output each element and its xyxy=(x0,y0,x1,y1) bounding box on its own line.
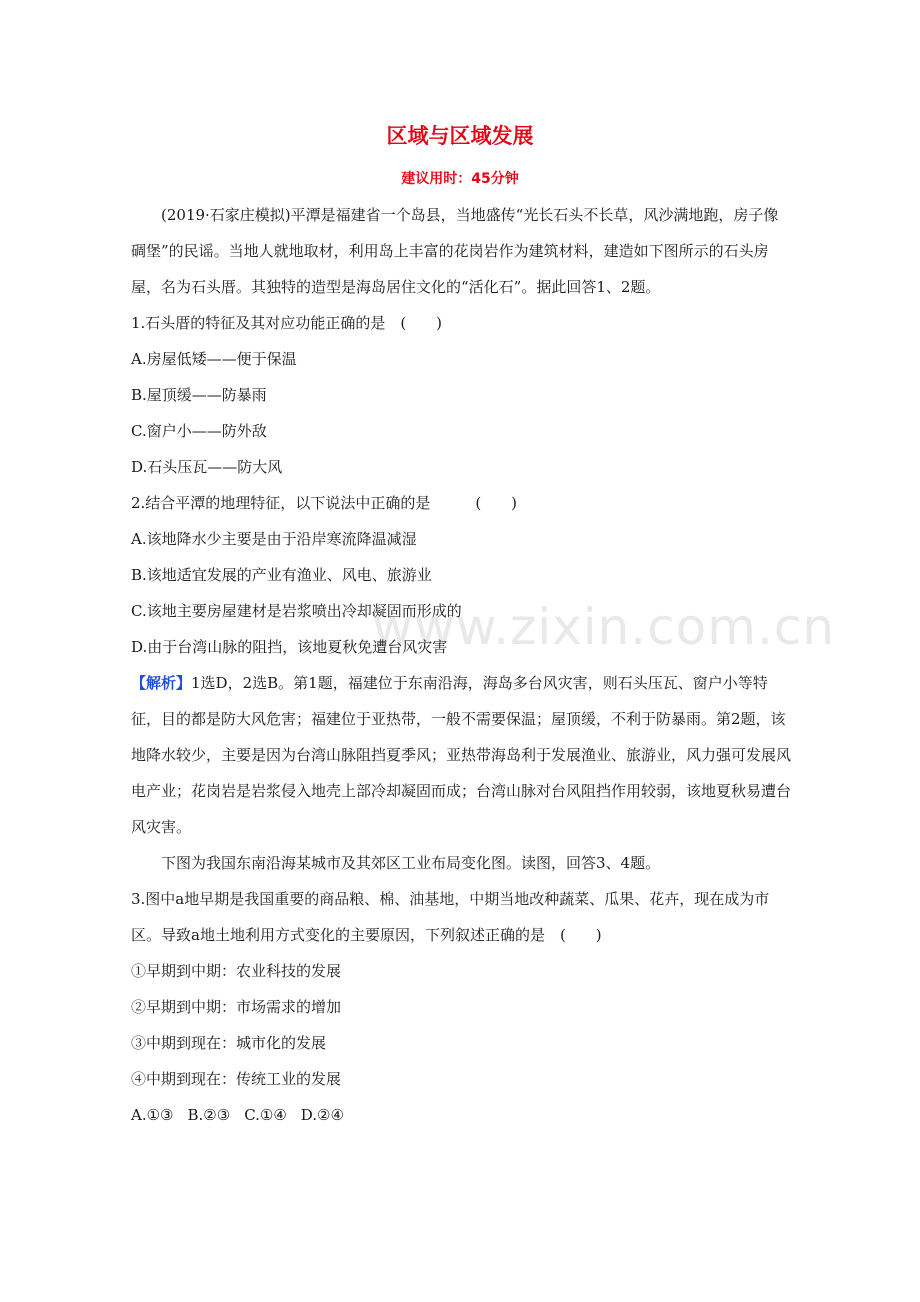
question-3-item-3: ③中期到现在：城市化的发展 xyxy=(131,1034,327,1052)
question-3-choice-d: D.②④ xyxy=(300,1106,344,1124)
question-3-choice-a: A.①③ xyxy=(131,1106,174,1124)
question-3-stem: 3.图中a地早期是我国重要的商品粮、棉、油基地，中期当地改种蔬菜、瓜果、花卉，现在成为市区。导致a地土地利用方式变化的主要原因，下列叙述正确的是 ( ) xyxy=(131,890,770,944)
watermark: www.zixin.com.cn xyxy=(372,598,836,656)
document-body xyxy=(131,197,791,1133)
analysis-label: 【解析】 xyxy=(131,674,192,692)
question-1-stem: 1.石头厝的特征及其对应功能正确的是 ( ) xyxy=(131,314,443,332)
question-3-choices xyxy=(131,1097,791,1133)
question-2-option-a: A.该地降水少主要是由于沿岸寒流降温减湿 xyxy=(131,530,417,548)
analysis-text: 1选D，2选B。第1题，福建位于东南沿海，海岛多台风灾害，则石头压瓦、窗户小等特征，目的都是防大风危害；福建位于亚热带，一般不需要保温；屋顶缓，不利于防暴雨。第2题，该地降水较少，主要是因为台湾山脉阻挡夏季风；亚热带海岛利于发展渔业、旅游业，风力强可发展风电产业；花岗岩是岩浆侵入地壳上部冷却凝固而成；台湾山脉对台风阻挡作用较弱，该地夏秋易遭台风灾害。 xyxy=(131,674,792,836)
question-1-option-d: D.石头压瓦——防大风 xyxy=(131,458,283,476)
question-3-item-2: ②早期到中期：市场需求的增加 xyxy=(131,998,342,1016)
question-2-stem: 2.结合平潭的地理特征，以下说法中正确的是 ( ) xyxy=(131,494,518,512)
question-3-choice-b: B.②③ xyxy=(187,1106,231,1124)
question-3-choice-c: C.①④ xyxy=(244,1106,287,1124)
question-3-item-1: ①早期到中期：农业科技的发展 xyxy=(131,962,342,980)
question-2-option-c: C.该地主要房屋建材是岩浆喷出冷却凝固而形成的 xyxy=(131,602,462,620)
question-3-item-4: ④中期到现在：传统工业的发展 xyxy=(131,1070,342,1088)
question-2-option-b: B.该地适宜发展的产业有渔业、风电、旅游业 xyxy=(131,566,432,584)
question-1-option-b: B.屋顶缓——防暴雨 xyxy=(131,386,267,404)
intro-paragraph: (2019·石家庄模拟)平潭是福建省一个岛县，当地盛传“光长石头不长草，风沙满地跑，房子像碉堡”的民谣。当地人就地取材，利用岛上丰富的花岗岩作为建筑材料，建造如下图所示的石头房屋，名为石头厝。其独特的造型是海岛居住文化的“活化石”。据此回答1、2题。 xyxy=(131,206,779,296)
intro-paragraph-2: 下图为我国东南沿海某城市及其郊区工业布局变化图。读图，回答3、4题。 xyxy=(161,854,661,872)
question-1-option-a: A.房屋低矮——便于保温 xyxy=(131,350,297,368)
analysis-paragraph xyxy=(131,665,791,845)
time-suggestion: 建议用时：45分钟 xyxy=(401,171,519,187)
page-title: 区域与区域发展 xyxy=(386,124,534,148)
question-1-option-c: C.窗户小——防外敌 xyxy=(131,422,267,440)
question-2-option-d: D.由于台湾山脉的阻挡，该地夏秋免遭台风灾害 xyxy=(131,638,448,656)
